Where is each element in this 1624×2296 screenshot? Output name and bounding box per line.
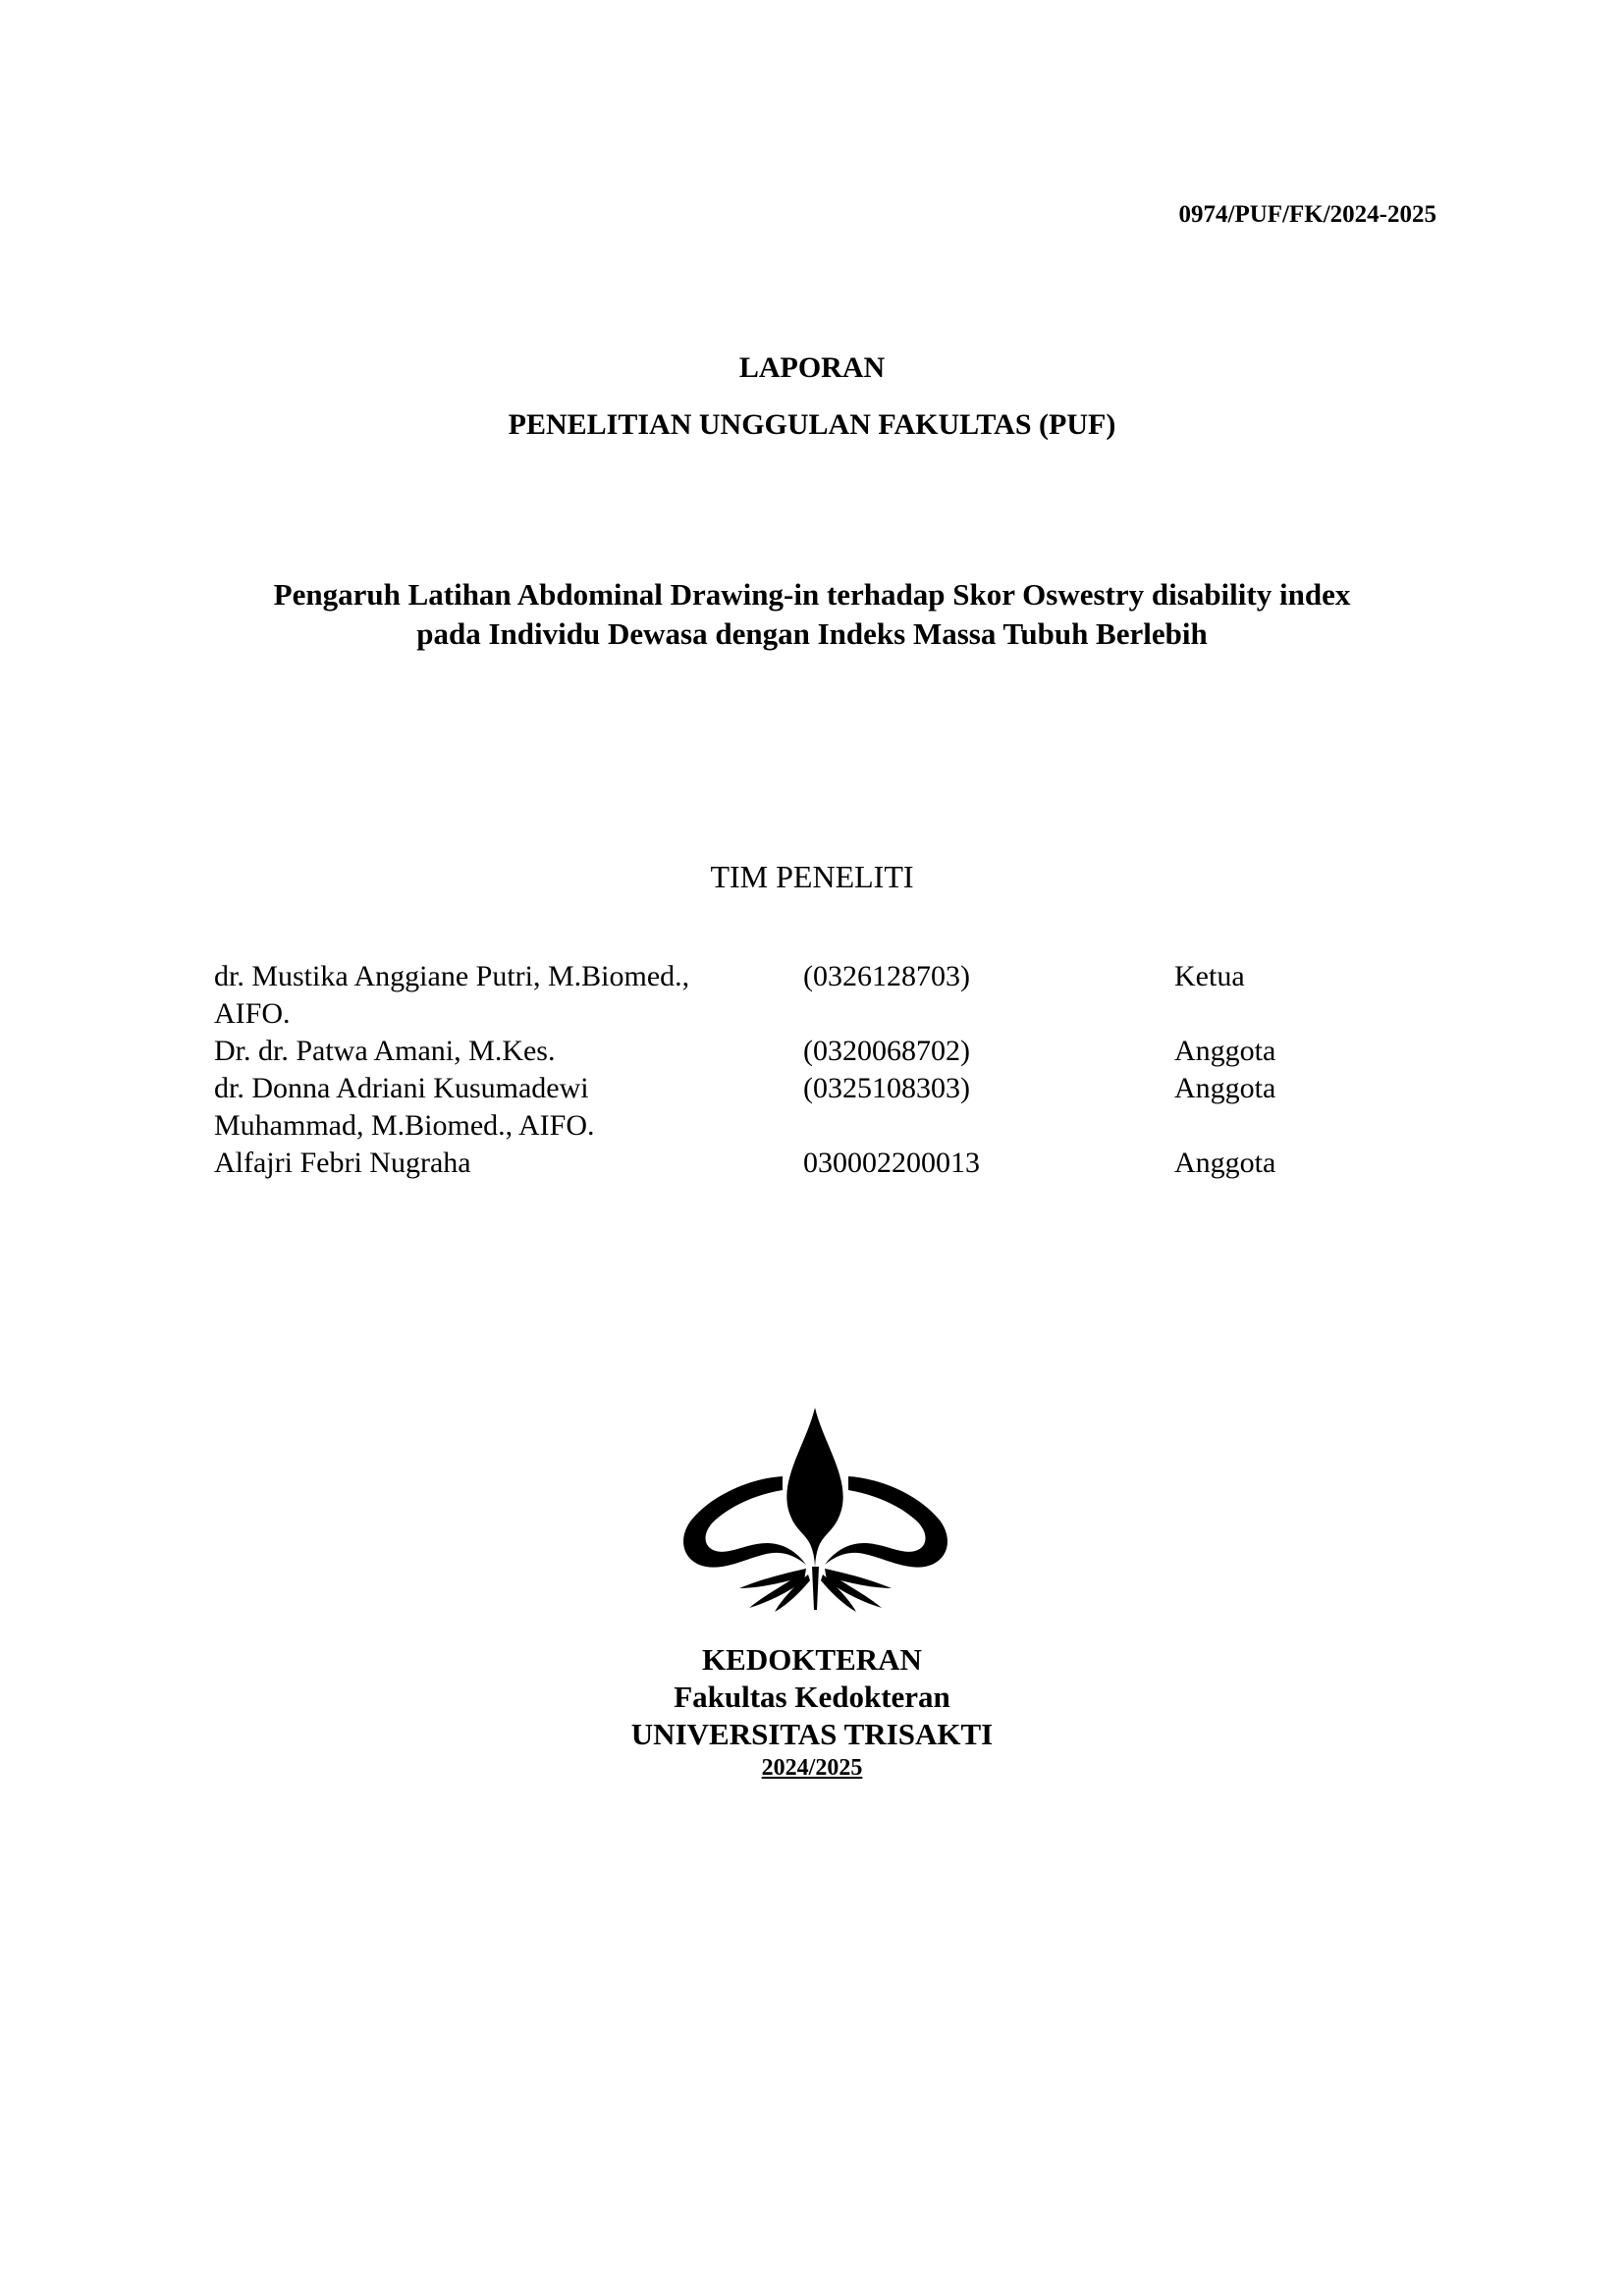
member-name-line: Dr. dr. Patwa Amani, M.Kes. bbox=[214, 1035, 556, 1067]
faculty-name: Fakultas Kedokteran bbox=[674, 1680, 950, 1714]
member-name bbox=[214, 958, 803, 1033]
university-emblem-icon bbox=[680, 1406, 950, 1612]
member-name-line: AIFO. bbox=[214, 997, 291, 1030]
member-name-line: dr. Mustika Anggiane Putri, M.Biomed., bbox=[214, 960, 690, 992]
team-member-row bbox=[214, 1070, 1276, 1145]
member-role: Anggota bbox=[1174, 1072, 1276, 1104]
team-title: TIM PENELITI bbox=[710, 859, 914, 894]
member-role: Anggota bbox=[1174, 1147, 1276, 1179]
team-member-row bbox=[214, 1033, 1276, 1070]
member-role: Anggota bbox=[1174, 1035, 1276, 1067]
academic-year: 2024/2025 bbox=[761, 1755, 863, 1781]
member-name-line: Muhammad, M.Biomed., AIFO. bbox=[214, 1109, 595, 1142]
team-member-row bbox=[214, 958, 1245, 1033]
program-title: PENELITIAN UNGGULAN FAKULTAS (PUF) bbox=[508, 408, 1116, 441]
university-name: UNIVERSITAS TRISAKTI bbox=[630, 1717, 994, 1751]
member-name-line: Alfajri Febri Nugraha bbox=[214, 1147, 471, 1179]
department-name: KEDOKTERAN bbox=[702, 1642, 922, 1677]
research-title-line: pada Individu Dewasa dengan Indeks Massa Tubuh Berlebih bbox=[416, 616, 1208, 651]
member-name bbox=[214, 1145, 803, 1182]
research-title bbox=[177, 575, 1447, 654]
member-id: (0325108303) bbox=[803, 1072, 970, 1104]
report-label: LAPORAN bbox=[738, 351, 886, 384]
member-name-line: dr. Donna Adriani Kusumadewi bbox=[214, 1072, 589, 1104]
member-name bbox=[214, 1070, 803, 1145]
institution-block bbox=[0, 1641, 1624, 1783]
member-name bbox=[214, 1033, 803, 1070]
team-member-list bbox=[214, 958, 1276, 1182]
team-member-row bbox=[214, 1145, 1276, 1182]
member-id: (0326128703) bbox=[803, 960, 970, 992]
member-id: (0320068702) bbox=[803, 1035, 970, 1067]
research-title-line: Pengaruh Latihan Abdominal Drawing-in terhadap Skor Oswestry disability index bbox=[273, 577, 1351, 612]
member-id: 030002200013 bbox=[803, 1147, 980, 1179]
document-number: 0974/PUF/FK/2024-2025 bbox=[1178, 201, 1436, 228]
member-role: Ketua bbox=[1174, 960, 1245, 992]
